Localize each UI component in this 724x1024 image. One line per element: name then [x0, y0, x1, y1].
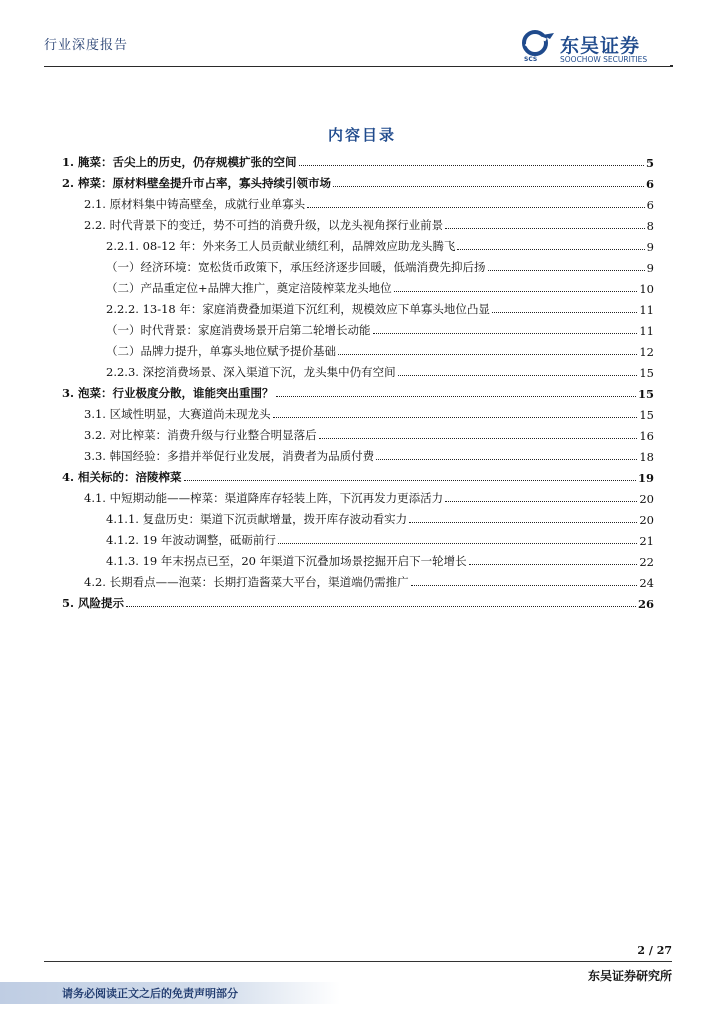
toc-entry-page: 16: [639, 429, 654, 443]
logo-english-name: SOOCHOW SECURITIES: [560, 55, 648, 64]
toc-entry-title: 3.3. 韩国经验：多措并举促行业发展，消费者为品质付费: [84, 449, 375, 463]
toc-entry[interactable]: [62, 170, 654, 191]
header-divider: [44, 66, 670, 67]
toc-dot-leader: [457, 249, 644, 250]
toc-entry-page: 19: [637, 471, 654, 485]
page-number: 2 / 27: [637, 944, 672, 957]
toc-dot-leader: [184, 480, 636, 481]
toc-entry[interactable]: [62, 485, 654, 506]
toc-dot-leader: [333, 186, 644, 187]
toc-entry-title: 2.1. 原材料集中铸高壁垒，成就行业单寡头: [84, 197, 306, 211]
toc-entry-page: 26: [637, 597, 654, 611]
toc-dot-leader: [307, 207, 645, 208]
toc-dot-leader: [488, 270, 645, 271]
toc-entry[interactable]: [62, 443, 654, 464]
toc-entry[interactable]: [62, 149, 654, 170]
toc-entry-title: （一）经济环境：宽松货币政策下，承压经济逐步回暖，低端消费先抑后扬: [106, 260, 486, 274]
table-of-contents: [62, 149, 654, 611]
logo-mark-text: SCS: [524, 56, 538, 63]
toc-entry-page: 24: [639, 576, 654, 590]
disclaimer-text: 请务必阅读正文之后的免责声明部分: [62, 987, 238, 1000]
toc-entry-page: 21: [639, 534, 654, 548]
toc-entry[interactable]: [62, 422, 654, 443]
logo-mark-icon: [522, 30, 556, 56]
toc-entry-title: 4.1.2. 19 年波动调整，砥砺前行: [106, 533, 276, 547]
toc-entry-page: 22: [639, 555, 654, 569]
toc-entry-title: 4.2. 长期看点——泡菜：长期打造酱菜大平台，渠道端仍需推广: [84, 575, 409, 589]
toc-entry[interactable]: [62, 380, 654, 401]
toc-entry-title: 2. 榨菜：原材料壁垒提升市占率，寡头持续引领市场: [62, 176, 332, 190]
toc-entry-title: （一）时代背景：家庭消费场景开启第二轮增长动能: [106, 323, 371, 337]
toc-entry[interactable]: [62, 527, 654, 548]
toc-dot-leader: [319, 438, 638, 439]
toc-dot-leader: [445, 228, 645, 229]
toc-dot-leader: [469, 564, 638, 565]
toc-entry-page: 11: [639, 324, 654, 338]
toc-entry-title: 3.2. 对比榨菜：消费升级与行业整合明显落后: [84, 428, 317, 442]
toc-entry-title: 3.1. 区域性明显，大赛道尚未现龙头: [84, 407, 271, 421]
toc-dot-leader: [299, 165, 644, 166]
toc-entry-page: 11: [639, 303, 654, 317]
toc-entry-page: 9: [646, 240, 654, 254]
toc-entry-page: 15: [639, 408, 654, 422]
toc-entry[interactable]: [62, 191, 654, 212]
toc-entry-title: 4.1. 中短期动能——榨菜：渠道降库存轻装上阵，下沉再发力更添活力: [84, 491, 444, 505]
toc-entry-page: 5: [645, 156, 654, 170]
toc-entry[interactable]: [62, 590, 654, 611]
toc-entry-title: 2.2. 时代背景下的变迁，势不可挡的消费升级，以龙头视角探行业前景: [84, 218, 444, 232]
toc-entry-page: 20: [639, 492, 654, 506]
toc-entry-page: 8: [646, 219, 654, 233]
toc-dot-leader: [394, 291, 638, 292]
toc-dot-leader: [445, 501, 637, 502]
footer-divider: [44, 961, 672, 962]
logo-chinese-name: 东吴证券: [560, 35, 641, 57]
report-type-label: 行业深度报告: [44, 38, 129, 53]
toc-dot-leader: [398, 375, 638, 376]
toc-entry-title: 2.2.1. 08-12 年：外来务工人员贡献业绩红利，品牌效应助龙头腾飞: [106, 239, 456, 253]
toc-entry-title: 3. 泡菜：行业极度分散，谁能突出重围？: [62, 386, 274, 400]
header-divider-end: [670, 65, 673, 67]
toc-dot-leader: [376, 459, 637, 460]
toc-entry[interactable]: [62, 338, 654, 359]
toc-entry-title: 4. 相关标的：涪陵榨菜: [62, 470, 182, 484]
toc-entry-page: 10: [639, 282, 654, 296]
toc-dot-leader: [276, 396, 636, 397]
toc-title: 内容目录: [327, 126, 396, 144]
institute-name: 东吴证券研究所: [587, 969, 672, 983]
toc-dot-leader: [278, 543, 637, 544]
toc-dot-leader: [492, 312, 637, 313]
toc-entry-page: 6: [645, 177, 654, 191]
toc-entry-page: 15: [639, 366, 654, 380]
toc-entry[interactable]: [62, 464, 654, 485]
toc-entry-title: 2.2.2. 13-18 年：家庭消费叠加渠道下沉红利，规模效应下单寡头地位凸显: [106, 302, 490, 316]
toc-entry-page: 15: [637, 387, 654, 401]
company-logo: [522, 30, 682, 66]
toc-dot-leader: [273, 417, 638, 418]
toc-dot-leader: [373, 333, 638, 334]
toc-entry-page: 9: [646, 261, 654, 275]
toc-dot-leader: [409, 522, 637, 523]
toc-dot-leader: [411, 585, 638, 586]
toc-entry-title: 1. 腌菜：舌尖上的历史，仍存规模扩张的空间: [62, 155, 297, 169]
toc-entry-page: 18: [639, 450, 654, 464]
toc-entry[interactable]: [62, 401, 654, 422]
toc-entry[interactable]: [62, 212, 654, 233]
toc-entry[interactable]: [62, 548, 654, 569]
toc-entry[interactable]: [62, 254, 654, 275]
toc-entry-page: 12: [639, 345, 654, 359]
toc-dot-leader: [338, 354, 637, 355]
toc-entry-title: 5. 风险提示: [62, 596, 125, 610]
toc-dot-leader: [126, 606, 636, 607]
toc-entry[interactable]: [62, 233, 654, 254]
toc-entry[interactable]: [62, 317, 654, 338]
toc-entry-page: 20: [639, 513, 654, 527]
toc-entry[interactable]: [62, 569, 654, 590]
toc-entry-title: （二）品牌力提升，单寡头地位赋予提价基础: [106, 344, 336, 358]
toc-entry-title: 4.1.3. 19 年末拐点已至，20 年渠道下沉叠加场景挖掘开启下一轮增长: [106, 554, 467, 568]
toc-entry[interactable]: [62, 506, 654, 527]
toc-entry[interactable]: [62, 359, 654, 380]
toc-entry-title: 2.2.3. 深挖消费场景、深入渠道下沉，龙头集中仍有空间: [106, 365, 396, 379]
toc-entry[interactable]: [62, 296, 654, 317]
toc-entry-page: 6: [646, 198, 654, 212]
toc-entry-title: （二）产品重定位+品牌大推广，奠定涪陵榨菜龙头地位: [106, 281, 392, 295]
toc-entry-title: 4.1.1. 复盘历史：渠道下沉贡献增量，拨开库存波动看实力: [106, 512, 408, 526]
toc-entry[interactable]: [62, 275, 654, 296]
